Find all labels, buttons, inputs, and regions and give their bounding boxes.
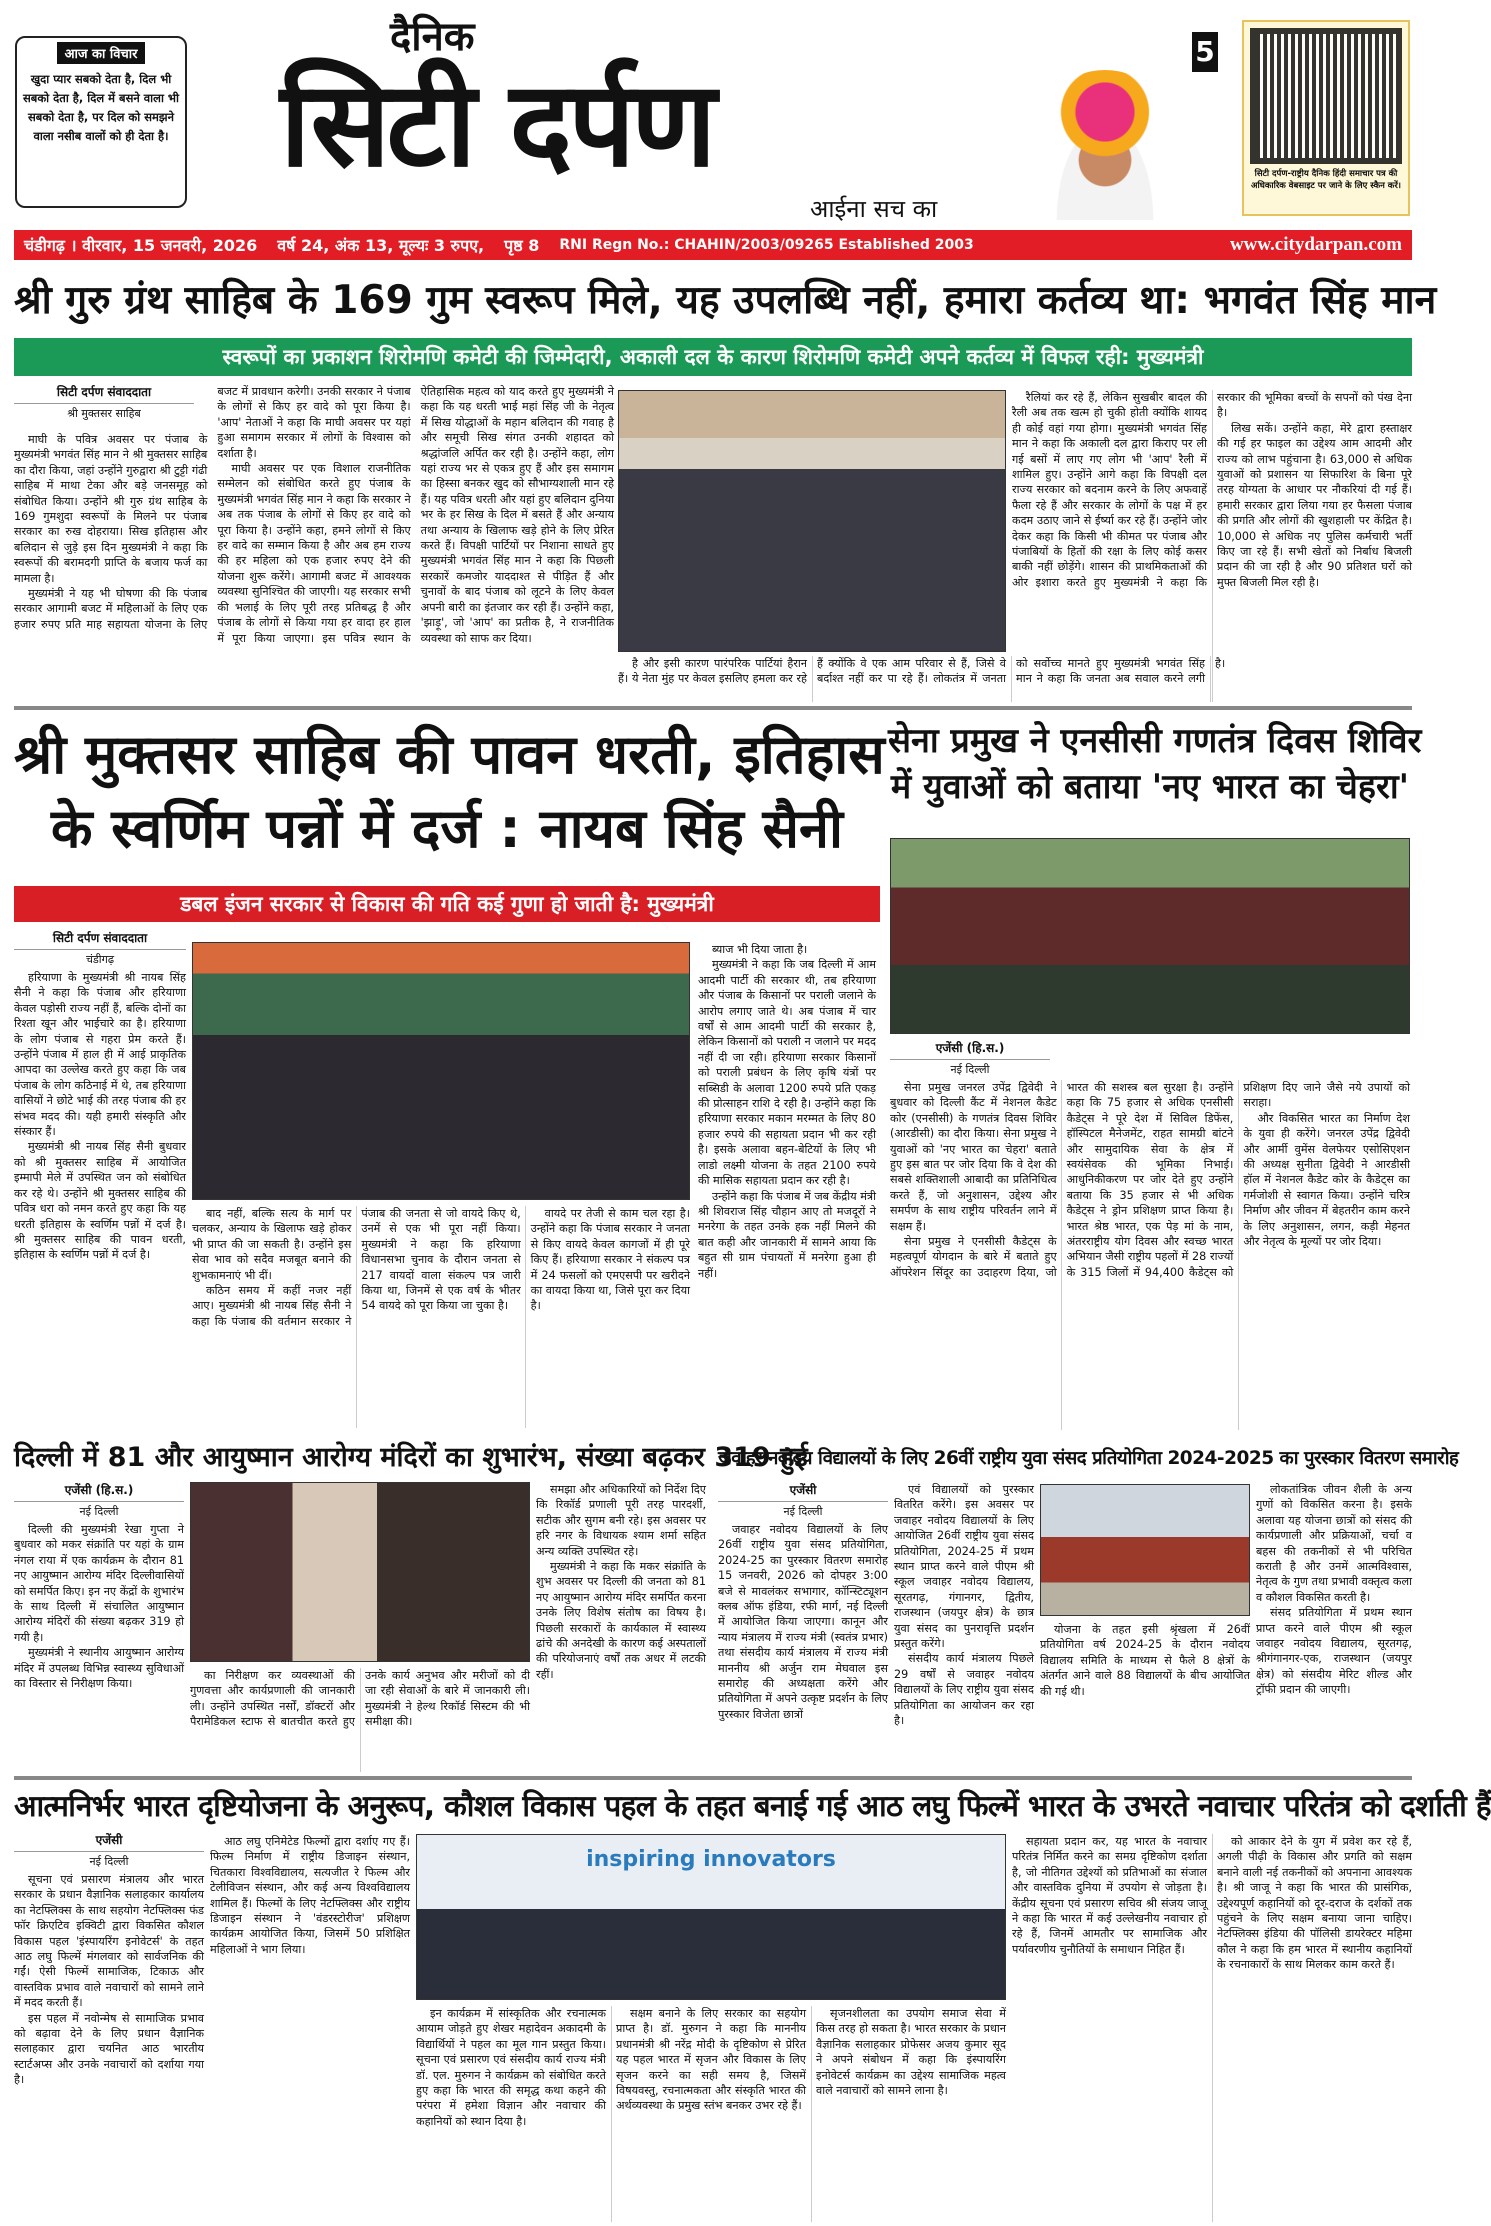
story5-right-text — [1256, 1482, 1412, 1772]
dateline: नई दिल्ली — [950, 1063, 990, 1076]
story2-photo — [192, 942, 690, 1200]
paragraph: जवाहर नवोदय विद्यालयों के लिए 26वीं राष्ट्रीय युवा संसद प्रतियोगिता, 2024-25 का पुरस्कार वितरण समारोह 15 जनवरी, 2026 को दोपहर 3:00 बजे से मावलंकर सभागार, कॉन्स्टिट्यूशन क्लब ऑफ इंडिया, रफी मार्ग, नई दिल्ली में आयोजित किया जाएगा। कानून और न्याय मंत्रालय में राज्य मंत्री (स्वतंत्र प्रभार) तथा संसदीय कार्य मंत्रालय में राज्य मंत्री माननीय श्री अर्जुन राम मेघवाल इस समारोह की अध्यक्षता करेंगे और प्रतियोगिता में अपने उत्कृष्ट प्रदर्शन के लिए पुरस्कार विजेता छात्रों — [718, 1523, 888, 1721]
paragraph: उन्होंने कहा कि पंजाब में जब केंद्रीय मंत्री श्री शिवराज सिंह चौहान आए तो मजदूरों ने मनरेगा के तहत उनके हक नहीं मिलने की बात कही और जानकारी में सामने आया कि बहुत सी ग्राम पंचायतों में मनरेगा हुआ ही नहीं। — [698, 1189, 876, 1280]
paragraph: इन कार्यक्रम में सांस्कृतिक और रचनात्मक आयाम जोड़ते हुए शेखर महादेवन अकादमी के विद्यार्थियों ने पहल का मूल गान प्रस्तुत किया। सूचना एवं प्रसारण एवं संसदीय कार्य राज्य मंत्री डॉ. एल. मुरुगन ने कार्यक्रम को संबोधित करते हुए कहा कि भारत की समृद्ध कथा कहने की परंपरा में हमेशा विज्ञान और नवाचार की कहानियों को स्थान दिया है। — [416, 2007, 606, 2128]
byline: सिटी दर्पण संवाददाता — [14, 384, 194, 404]
story6-right-text — [1012, 1834, 1412, 2222]
dateline: चंडीगढ़ — [85, 953, 115, 966]
story1-subhead: स्वरूपों का प्रकाशन शिरोमणि कमेटी की जिम्मेदारी, अकाली दल के कारण शिरोमणि कमेटी अपने कर्तव्य में विफल रही: मुख्यमंत्री — [14, 338, 1412, 376]
byline: एजेंसी — [718, 1482, 888, 1502]
issue-info: वर्ष 24, अंक 13, मूल्यः 3 रुपए, — [277, 236, 485, 255]
story3-headline — [888, 718, 1422, 810]
divider — [14, 706, 1412, 710]
byline: एजेंसी — [14, 1832, 204, 1852]
story1-photo — [618, 390, 1006, 652]
paragraph: ब्याज भी दिया जाता है। — [712, 943, 808, 956]
byline: एजेंसी (हि.स.) — [890, 1040, 1050, 1060]
story1-headline: श्री गुरु ग्रंथ साहिब के 169 गुम स्वरूप मिले, यह उपलब्धि नहीं, हमारा कर्तव्य था: भगवंत सिंह मान — [14, 278, 1437, 323]
newspaper-logo[interactable] — [270, 14, 990, 230]
paragraph: सूचना एवं प्रसारण मंत्रालय और भारत सरकार के प्रधान वैज्ञानिक सलाहकार कार्यालय का नेटफ्लिक्स के साथ सहयोग नेटफ्लिक्स फंड फॉर क्रिएटिव इक्विटी द्वारा विकसित कौशल विकास पहल 'इंस्पायरिंग इनोवेटर्स' के तहत आठ लघु फिल्में मंगलवार को सार्वजनिक की गईं। ऐसी फिल्में सामाजिक, टिकाऊ और वास्तविक प्रभाव वाले नवाचारों को सामने लाने में मदद करती हैं। — [14, 1873, 204, 2010]
paragraph: लिख सकें। उन्होंने कहा, मेरे द्वारा हस्ताक्षर की गई हर फाइल का उद्देश्य आम आदमी और राज्य को लाभ पहुंचाना है। 63,000 से अधिक युवाओं को प्रशासन या सिफारिश के बिना पूरे तरह योग्यता के आधार पर नौकरियां दी गई हैं। हमारी सरकार द्वारा लिया गया हर फैसला पंजाब की प्रगति और लोगों की खुशहाली पर केंद्रित है। 10,000 से अधिक नए पुलिस कर्मचारी भर्ती किए जा रहे हैं। सभी खेतों को निर्बाध बिजली प्रदान की जा रही है और 90 प्रतिशत घरों को मुफ्त बिजली मिल रही है। — [1217, 421, 1412, 589]
story4-photo — [190, 1482, 530, 1662]
paragraph: लोकतांत्रिक जीवन शैली के अन्य गुणों को विकसित करना है। इसके अलावा यह योजना छात्रों को संसद की कार्यप्रणाली और प्रक्रियाओं, चर्चा व बहस की तकनीकों से भी परिचित कराती है और उनमें आत्मविश्वास, नेतृत्व के गुण तथा प्रभावी वक्तृत्व कला व कौशल विकसित करती है। — [1256, 1483, 1412, 1604]
paragraph: मुख्यमंत्री ने कहा कि मकर संक्रांति के शुभ अवसर पर दिल्ली की जनता को 81 नए आयुष्मान आरोग्य मंदिर समर्पित करना उनके लिए विशेष संतोष का विषय है। पिछली सरकारों के कार्यकाल में स्वास्थ्य ढांचे की अनदेखी के कारण कई अस्पतालों की परियोजनाएं वर्षों तक अधर में लटकी रहीं। — [536, 1560, 706, 1681]
story6-center-text — [416, 2006, 1006, 2222]
slogan: आईना सच का — [810, 195, 938, 223]
story2-below-photo-text — [192, 1206, 690, 1428]
paragraph: इस पहल में नवोन्मेष से सामाजिक प्रभाव को बढ़ावा देने के लिए प्रधान वैज्ञानिक सलाहकार द्वारा चयनित आठ भारतीय स्टार्टअप्स और उनके नवाचारों को दर्शाया गया है। — [14, 2011, 204, 2087]
byline: सिटी दर्पण संवाददाता — [14, 930, 186, 950]
story2-headline — [14, 718, 885, 866]
paragraph: मुख्यमंत्री ने स्थानीय आयुष्मान आरोग्य मंदिर में उपलब्ध विभिन्न स्वास्थ्य सुविधाओं का विस्तार से निरीक्षण किया। — [14, 1646, 184, 1691]
story4-right-text — [536, 1482, 706, 1772]
story6-left — [14, 1832, 204, 2222]
paragraph: आठ लघु एनिमेटेड फिल्मों द्वारा दर्शाए गए हैं। फिल्म निर्माण में राष्ट्रीय डिजाइन संस्थान, चितकारा विश्वविद्यालय, सत्यजीत रे फिल्म और टेलीविजन संस्थान, और कई अन्य विश्वविद्यालय शामिल हैं। फिल्मों के लिए नेटफ्लिक्स और राष्ट्रीय डिजाइन संस्थान ने 'वंडरस्टोरीज' प्रशिक्षण कार्यक्रम आयोजित किया, जिसमें 50 प्रशिक्षित महिलाओं ने भाग लिया। — [210, 1835, 410, 1956]
story5-headline: जवाहर नवोदय विद्यालयों के लिए 26वीं राष्ट्रीय युवा संसद प्रतियोगिता 2024-2025 का पुरस्कार वितरण समारोह — [718, 1448, 1459, 1469]
story5-photo — [1040, 1484, 1250, 1616]
date-bar — [14, 230, 1412, 260]
paragraph: का निरीक्षण कर व्यवस्थाओं की गुणवत्ता और कार्यप्रणाली की जानकारी ली। उन्होंने उपस्थित नर्सों, डॉक्टरों और पैरामेडिकल स्टाफ से बातचीत करते हुए उनके कार्य अनुभव और मरीजों को दी जा रही सेवाओं के बारे में जानकारी ली। मुख्यमंत्री ने हेल्थ रिकॉर्ड सिस्टम की भी समीक्षा की। — [190, 1669, 530, 1729]
story4-below-photo-text — [190, 1668, 530, 1772]
story2-right-text — [698, 942, 876, 1428]
paragraph: मुख्यमंत्री ने यह भी घोषणा की कि पंजाब सरकार आगामी बजट में महिलाओं के लिए एक हजार रुपए प्रति माह सहायता योजना के लिए बजट में प्रावधान करेगी। उनकी सरकार ने पंजाब के लोगों से किए हर वादे को पूरा किया है। 'आप' नेताओं ने कहा कि माघी अवसर पर यहां हुआ समागम सरकार में लोगों के विश्वास को दर्शाता है। — [14, 385, 411, 631]
paragraph: को आकार देने के युग में प्रवेश कर रहे हैं, अगली पीढ़ी के विकास और प्रगति को सक्षम बनाने वाली नई तकनीकों को अपनाना आवश्यक है। श्री जाजू ने कहा कि भारत की प्रासंगिक, उद्देश्यपूर्ण कहानियों को दूर-दराज के दर्शकों तक पहुंचने के लिए सक्षम बनाया जाना चाहिए। नेटफ्लिक्स इंडिया की पॉलिसी डायरेक्टर महिमा कौल ने कहा कि हम भारत में स्थानीय कहानियों के रचनाकारों के साथ मिलकर काम करते हैं। — [1217, 1835, 1412, 1972]
paragraph: संसद प्रतियोगिता में प्रथम स्थान प्राप्त करने वाले पीएम श्री स्कूल जवाहर नवोदय विद्यालय, सूरतगढ़, श्रीगंगानगर-एक, राजस्थान (जयपुर क्षेत्र) को संसदीय मेरिट शील्ड और ट्रॉफी प्रदान की जाएगी। — [1256, 1606, 1412, 1697]
place-date: चंडीगढ़ । वीरवार, 15 जनवरी, 2026 — [24, 236, 258, 255]
story3-photo — [890, 838, 1410, 1034]
thought-body: खुदा प्यार सबको देता है, दिल भी सबको देता है, दिल में बसने वाला भी सबको देता है, पर दिल को समझने वाला नसीब वालों को ही देता है। — [23, 72, 179, 143]
headline-line: के स्वर्णिम पन्नों में दर्ज : नायब सिंह सैनी — [50, 797, 844, 860]
qr-code-box[interactable] — [1242, 20, 1410, 216]
byline: एजेंसी (हि.स.) — [14, 1482, 184, 1502]
paragraph: माघी अवसर पर एक विशाल राजनीतिक सम्मेलन को संबोधित करते हुए पंजाब के मुख्यमंत्री भगवंत सिंह मान ने कहा कि सरकार ने अब तक पंजाब के लोगों से किए हर वादे को पूरा किया है। उन्होंने कहा, हमने लोगों से किए हर वादे का सम्मान किया है और अब हम राज्य की हर महिला को एक हजार रुपए देने की योजना शुरू करेंगे। आगामी बजट में आवश्यक व्यवस्था सुनिश्चित की जाएगी। यह सरकार सभी की भलाई के लिए पूरी तरह प्रतिबद्ध है और पंजाब के लोगों से किया गया हर वादा हर हाल में पूरा किया जाएगा। इस पवित्र स्थान के ऐतिहासिक महत्व को याद करते हुए मुख्यमंत्री ने कहा कि यह धरती भाई महां सिंह जी के नेतृत्व में सिख योद्धाओं के महान बलिदान की गवाह है और समूची सिख संगत उनकी शहादत को श्रद्धांजलि अर्पित कर रही है। उन्होंने कहा, लोग यहां राज्य भर से एकत्र हुए हैं और इस समागम का हिस्सा बनकर खुद को सौभाग्यशाली मान रहे हैं। यह पवित्र धरती और यहां हुए बलिदान दुनिया भर के हर सिख के दिल में बसते हैं और अन्याय तथा अन्याय के खिलाफ खड़े होने के लिए प्रेरित करते हैं। विपक्षी पार्टियों पर निशाना साधते हुए मुख्यमंत्री भगवंत सिंह मान ने कहा कि पिछली सरकारें कमजोर याददाश्त से पीड़ित हैं और चुनावों के बाद पंजाब को लूटने के लिए केवल अपनी बारी का इंतजार कर रही हैं। उन्होंने कहा, 'झाड़ू', जो 'आप' का प्रतीक है, ने राजनीतिक व्यवस्था को साफ कर दिया। — [217, 385, 614, 645]
dateline: नई दिल्ली — [783, 1505, 823, 1518]
story1-right-text — [1012, 390, 1412, 702]
dateline: नई दिल्ली — [79, 1505, 119, 1518]
story2-left — [14, 930, 186, 1430]
story6-photo — [416, 1834, 1006, 2000]
paragraph: सहायता प्रदान कर, यह भारत के नवाचार परितंत्र निर्मित करने का समग्र दृष्टिकोण दर्शाता है, जो नीतिगत उद्देश्यों को प्रतिभाओं का संजाल और वास्तविक दुनिया में उपयोग से जोड़ता है। केंद्रीय सूचना एवं प्रसारण सचिव श्री संजय जाजू ने कहा कि भारत में कई उल्लेखनीय नवाचार हो रहे हैं, जिनमें आमतौर पर सामाजिक और पर्यावरणीय चुनौतियों के समाधान निहित हैं। — [1012, 1835, 1207, 1956]
story5-middle-text — [894, 1482, 1034, 1772]
brand-name: सिटी दर्पण — [280, 55, 713, 193]
page-count: पृष्ठ 8 — [504, 236, 540, 255]
story4-left — [14, 1482, 184, 1772]
paragraph: और विकसित भारत का निर्माण देश के युवा ही करेंगे। जनरल उपेंद्र द्विवेदी और आर्मी वुमेंस वेलफेयर एसोसिएशन की अध्यक्ष सुनीता द्विवेदी ने आरडीसी हॉल में नेशनल कैडेट कोर के कैडेट्स का गर्मजोशी से स्वागत किया। उन्होंने चरित्र निर्माण और जीवन में बेहतरीन काम करने के लिए अनुशासन, लगन, कड़ी मेहनत और नेतृत्व के मूल्यों पर जोर दिया। — [1243, 1111, 1410, 1249]
story6-middle-text — [210, 1834, 410, 2222]
paragraph: कठिन समय में कहीं नजर नहीं आए। मुख्यमंत्री श्री नायब सिंह सैनी ने कहा कि पंजाब की वर्तमान सरकार ने पंजाब की जनता से जो वायदे किए थे, उनमें से एक भी पूरा नहीं किया। मुख्यमंत्री ने कहा कि हरियाणा विधानसभा चुनाव के दौरान जनता से 217 वायदों वाला संकल्प पत्र जारी किया था, जिनमें से एक वर्ष के भीतर 54 वायदे को पूरा किया जा चुका है। — [192, 1207, 521, 1328]
paragraph: संसदीय कार्य मंत्रालय पिछले 29 वर्षों से जवाहर नवोदय विद्यालयों के लिए राष्ट्रीय युवा संसद प्रतियोगिता का आयोजन कर रहा है। — [894, 1652, 1034, 1728]
story4-headline: दिल्ली में 81 और आयुष्मान आरोग्य मंदिरों का शुभारंभ, संख्या बढ़कर 319 हुई — [14, 1442, 808, 1473]
paragraph: मुख्यमंत्री ने कहा कि जब दिल्ली में आम आदमी पार्टी की सरकार थी, तब हरियाणा और पंजाब के किसानों पर पराली जलाने के आरोप लगाए जाते थे। अब पंजाब में चार वर्षों से आम आदमी पार्टी की सरकार है, लेकिन किसानों को पराली न जलाने पर मदद नहीं दी जा रही। हरियाणा सरकार किसानों को पराली प्रबंधन के लिए कृषि यंत्रों पर सब्सिडी के अलावा 1200 रुपये प्रति एकड़ की प्रोत्साहन राशि दे रही है। उन्होंने कहा कि हरियाणा सरकार मकान मरम्मत के लिए 80 हजार रुपये की सहायता प्रदान भी कर रही है। इसके अलावा बहन-बेटियों के लिए भी लाडो लक्ष्मी योजना के तहत 2100 रुपये की मासिक सहायता प्रदान कर रही है। — [698, 958, 876, 1188]
divider — [14, 1776, 1412, 1780]
paragraph: बाद नहीं, बल्कि सत्य के मार्ग पर चलकर, अन्याय के खिलाफ खड़े होकर भी प्राप्त की जा सकती है। उन्होंने इस सेवा भाव को सदैव मजबूत बनाने की शुभकामनाएं भी दीं। — [192, 1207, 352, 1282]
paragraph: सेना प्रमुख ने एनसीसी कैडेट्स के महत्वपूर्ण योगदान के बारे में बताते हुए ऑपरेशन सिंदूर का उदाहरण दिया, जो भारत की सशस्त्र बल सुरक्षा है। उन्होंने कहा कि 75 हजार से अधिक एनसीसी कैडेट्स ने पूरे देश में सिविल डिफेंस, हॉस्पिटल मैनेजमेंट, राहत सामग्री बांटने और सामुदायिक सेवा के क्षेत्र में स्वयंसेवक की भूमिका निभाई। आधुनिकीकरण पर जोर देते हुए उन्होंने बताया कि 35 हजार से भी अधिक कैडेट्स ने ड्रोन प्रशिक्षण प्राप्त किया है। भारत श्रेष्ठ भारत, एक पेड़ मां के नाम, अंतरराष्ट्रीय योग दिवस और स्वच्छ भारत अभियान जैसी राष्ट्रीय पहलों में 28 राज्यों के 315 जिलों में 94,400 कैडेट्स को प्रशिक्षण दिए जाने जैसे नये उपायों को सराहा। — [890, 1081, 1410, 1279]
paragraph: सृजनशीलता का उपयोग समाज सेवा में किस तरह हो सकता है। भारत सरकार के प्रधान वैज्ञानिक सलाहकार प्रोफेसर अजय कुमार सूद ने अपने संबोधन में कहा कि इंस्पायरिंग इनोवेटर्स कार्यक्रम का उद्देश्य सामाजिक महत्व वाले नवाचारों को सामने लाना है। — [816, 2007, 1006, 2098]
paragraph: रैलियां कर रहे हैं, लेकिन सुखबीर बादल की रैली अब तक खत्म हो चुकी होती क्योंकि शायद ही कोई वहां गया होगा। मुख्यमंत्री भगवंत सिंह मान ने कहा कि अकाली दल द्वारा किराए पर ली गई बसों में लाए गए लोग भी 'आप' रैली में शामिल हुए। उन्होंने आगे कहा कि विपक्षी दल राज्य सरकार को बदनाम करने के लिए अफवाहें फैला रहे हैं और सरकार के लोगों के पक्ष में हर कदम उठाए जाने से ईर्ष्या कर रहे हैं। उन्होंने जोर देकर कहा कि किसी भी कीमत पर पंजाब और पंजाबियों के हितों की रक्षा के लिए कोई कसर बाकी नहीं छोड़ेंगे। शासन की प्राथमिकताओं की ओर इशारा करते हुए मुख्यमंत्री ने कहा कि सरकार की भूमिका बच्चों के सपनों को पंख देना है। — [1012, 391, 1412, 589]
paragraph: समझा और अधिकारियों को निर्देश दिए कि रिकॉर्ड प्रणाली पूरी तरह पारदर्शी, सटीक और सुगम बनी रहे। इस अवसर पर हरि नगर के विधायक श्याम शर्मा सहित अन्य व्यक्ति उपस्थित रहे। — [536, 1483, 706, 1558]
paragraph: एवं विद्यालयों को पुरस्कार वितरित करेंगे। इस अवसर पर जवाहर नवोदय विद्यालयों के लिए आयोजित 26वीं राष्ट्रीय युवा संसद प्रतियोगिता, 2024-25 में प्रथम स्थान प्राप्त करने वाले पीएम श्री स्कूल जवाहर नवोदय विद्यालय, सूरतगढ़, गंगानगर, द्वितीय, राजस्थान (जयपुर क्षेत्र) के छात्र युवा संसद का पुनरावृत्ति प्रदर्शन प्रस्तुत करेंगे। — [894, 1483, 1034, 1651]
photo-banner-text: inspiring innovators — [586, 1847, 836, 1872]
page-badge: 5 — [1192, 32, 1218, 72]
paragraph: वायदे पर तेजी से काम चल रहा है। उन्होंने कहा कि पंजाब सरकार ने जनता से किए वायदे केवल कागजों में ही पूरे किए हैं। हरियाणा सरकार ने संकल्प पत्र में 24 फसलों को एमएसपी पर खरीदने का वायदा किया था, जिसे पूरा कर दिया है। — [530, 1207, 690, 1313]
story6-headline: आत्मनिर्भर भारत दृष्टियोजना के अनुरूप, कौशल विकास पहल के तहत बनाई गई आठ लघु फिल्में भारत के उभरते नवाचार परितंत्र को दर्शाती हैं — [14, 1789, 1491, 1823]
headline-line: में युवाओं को बताया 'नए भारत का चेहरा' — [890, 767, 1410, 807]
brand-prefix: दैनिक — [390, 14, 475, 60]
paragraph: मुख्यमंत्री श्री नायब सिंह सैनी बुधवार को श्री मुक्तसर साहिब में आयोजित इम्मापी मेले में उपस्थित जन को संबोधित कर रहे थे। उन्होंने श्री मुक्तसर साहिब की पवित्र धरा को नमन करते हुए कहा कि यह धरती इतिहास के स्वर्णिम पन्नों में दर्ज है। श्री मुक्तसर साहिब की पावन धरती, इतिहास के स्वर्णिम पन्नों में दर्ज है। — [14, 1140, 186, 1262]
dateline: नई दिल्ली — [89, 1855, 129, 1868]
story5-left — [718, 1482, 888, 1772]
paragraph: सक्षम बनाने के लिए सरकार का सहयोग प्राप्त है। डॉ. मुरुगन ने कहा कि माननीय प्रधानमंत्री श्री नरेंद्र मोदी के दृष्टिकोण से प्रेरित यह पहल भारत में सृजन और विकास के लिए सृजन करने का सही समय है, जिसमें विषयवस्तु, रचनात्मकता और संस्कृति भारत की अर्थव्यवस्था के प्रमुख स्तंभ बनकर उभर रहे हैं। — [616, 2007, 806, 2113]
paragraph: हरियाणा के मुख्यमंत्री श्री नायब सिंह सैनी ने कहा कि पंजाब और हरियाणा केवल पड़ोसी राज्य नहीं हैं, बल्कि दोनों का रिश्ता खून और भाईचारे का है। हरियाणा के लोग पंजाब से गहरा प्रेम करते हैं। उन्होंने पंजाब में हाल ही में आई प्राकृतिक आपदा का उल्लेख करते हुए कहा कि जब पंजाब के लोग कठिनाई में थे, तब हरियाणा वासियों ने छोटे भाई की तरह पंजाब की हर संभव मदद की। यही हमारी संस्कृति और संस्कार हैं। — [14, 971, 186, 1139]
story5-caption — [1040, 1622, 1250, 1772]
headline-line: सेना प्रमुख ने एनसीसी गणतंत्र दिवस शिविर — [888, 721, 1422, 761]
story1-middle-text — [618, 656, 1226, 702]
story1-left — [14, 384, 614, 702]
story2-subhead: डबल इंजन सरकार से विकास की गति कई गुणा हो जाती है: मुख्यमंत्री — [14, 886, 880, 922]
paragraph: दिल्ली की मुख्यमंत्री रेखा गुप्ता ने बुधवार को मकर संक्रांति पर यहां के ग्राम नंगल राया में एक कार्यक्रम के दौरान 81 नए आयुष्मान आरोग्य मंदिर दिल्लीवासियों को समर्पित किए। इन नए केंद्रों के शुभारंभ के साथ दिल्ली में संचालित आयुष्मान आरोग्य मंदिरों की संख्या बढ़कर 319 हो गयी है। — [14, 1523, 184, 1644]
thought-title: आज का विचार — [57, 42, 146, 64]
leader-portrait-photo — [1030, 70, 1180, 220]
headline-line: श्री मुक्तसर साहिब की पावन धरती, इतिहास — [14, 723, 885, 786]
paragraph: योजना के तहत इसी श्रृंखला में 26वीं प्रतियोगिता वर्ष 2024-25 के दौरान नवोदय विद्यालय समिति के माध्यम से फैले 8 क्षेत्रों के अंतर्गत आने वाले 88 विद्यालयों के बीच आयोजित की गई थी। — [1040, 1623, 1250, 1698]
paragraph: माघी के पवित्र अवसर पर पंजाब के मुख्यमंत्री भगवंत सिंह मान ने श्री मुक्तसर साहिब का दौरा किया, जहां उन्होंने गुरुद्वारा श्री टुट्टी गंढी साहिब में माथा टेका और बड़े जनसमूह को संबोधित किया। उन्होंने श्री गुरु ग्रंथ साहिब के 169 गुमशुदा स्वरूपों के मिलने पर पंजाब सरकार का रुख दोहराया। सिख इतिहास और बलिदान से जुड़े इस दिन मुख्यमंत्री ने कहा कि स्वरूपों की बरामदगी प्राप्ति के बजाय फर्ज का मामला है। — [14, 433, 208, 585]
rni-number: RNI Regn No.: CHAHIN/2003/09265 Established 2003 — [559, 237, 974, 253]
website-link[interactable]: www.citydarpan.com — [1229, 234, 1402, 255]
qr-caption: सिटी दर्पण-राष्ट्रीय दैनिक हिंदी समाचार पत्र की अधिकारिक वेबसाइट पर जाने के लिए स्कैन करें। — [1250, 169, 1402, 191]
story3-text — [890, 1080, 1410, 1430]
story3-byline-block — [890, 1040, 1050, 1080]
dateline: श्री मुक्तसर साहिब — [67, 407, 141, 420]
qr-code-icon[interactable] — [1250, 28, 1402, 164]
thought-of-the-day-box — [15, 36, 187, 208]
paragraph: है और इसी कारण पारंपरिक पार्टियां हैरान हैं। ये नेता मुंह पर केवल इसलिए हमला कर रहे हैं क्योंकि वे एक आम परिवार से हैं, जिसे वे बर्दाश्त नहीं कर पा रहे हैं। लोकतंत्र में जनता को सर्वोच्च मानते हुए मुख्यमंत्री भगवंत सिंह मान ने कहा कि जनता अब सवाल करने लगी है। — [618, 657, 1226, 686]
paragraph: सेना प्रमुख जनरल उपेंद्र द्विवेदी ने बुधवार को दिल्ली कैंट में नेशनल कैडेट कोर (एनसीसी) के गणतंत्र दिवस शिविर (आरडीसी) का दौरा किया। सेना प्रमुख ने युवाओं को 'नए भारत का चेहरा' बताते हुए इस बात पर जोर दिया कि वे देश की सबसे शक्तिशाली आबादी का प्रतिनिधित्व करते हैं, जो अनुशासन, उद्देश्य और समर्पण के साथ राष्ट्रीय परिवर्तन लाने में सक्षम हैं। — [890, 1081, 1057, 1233]
